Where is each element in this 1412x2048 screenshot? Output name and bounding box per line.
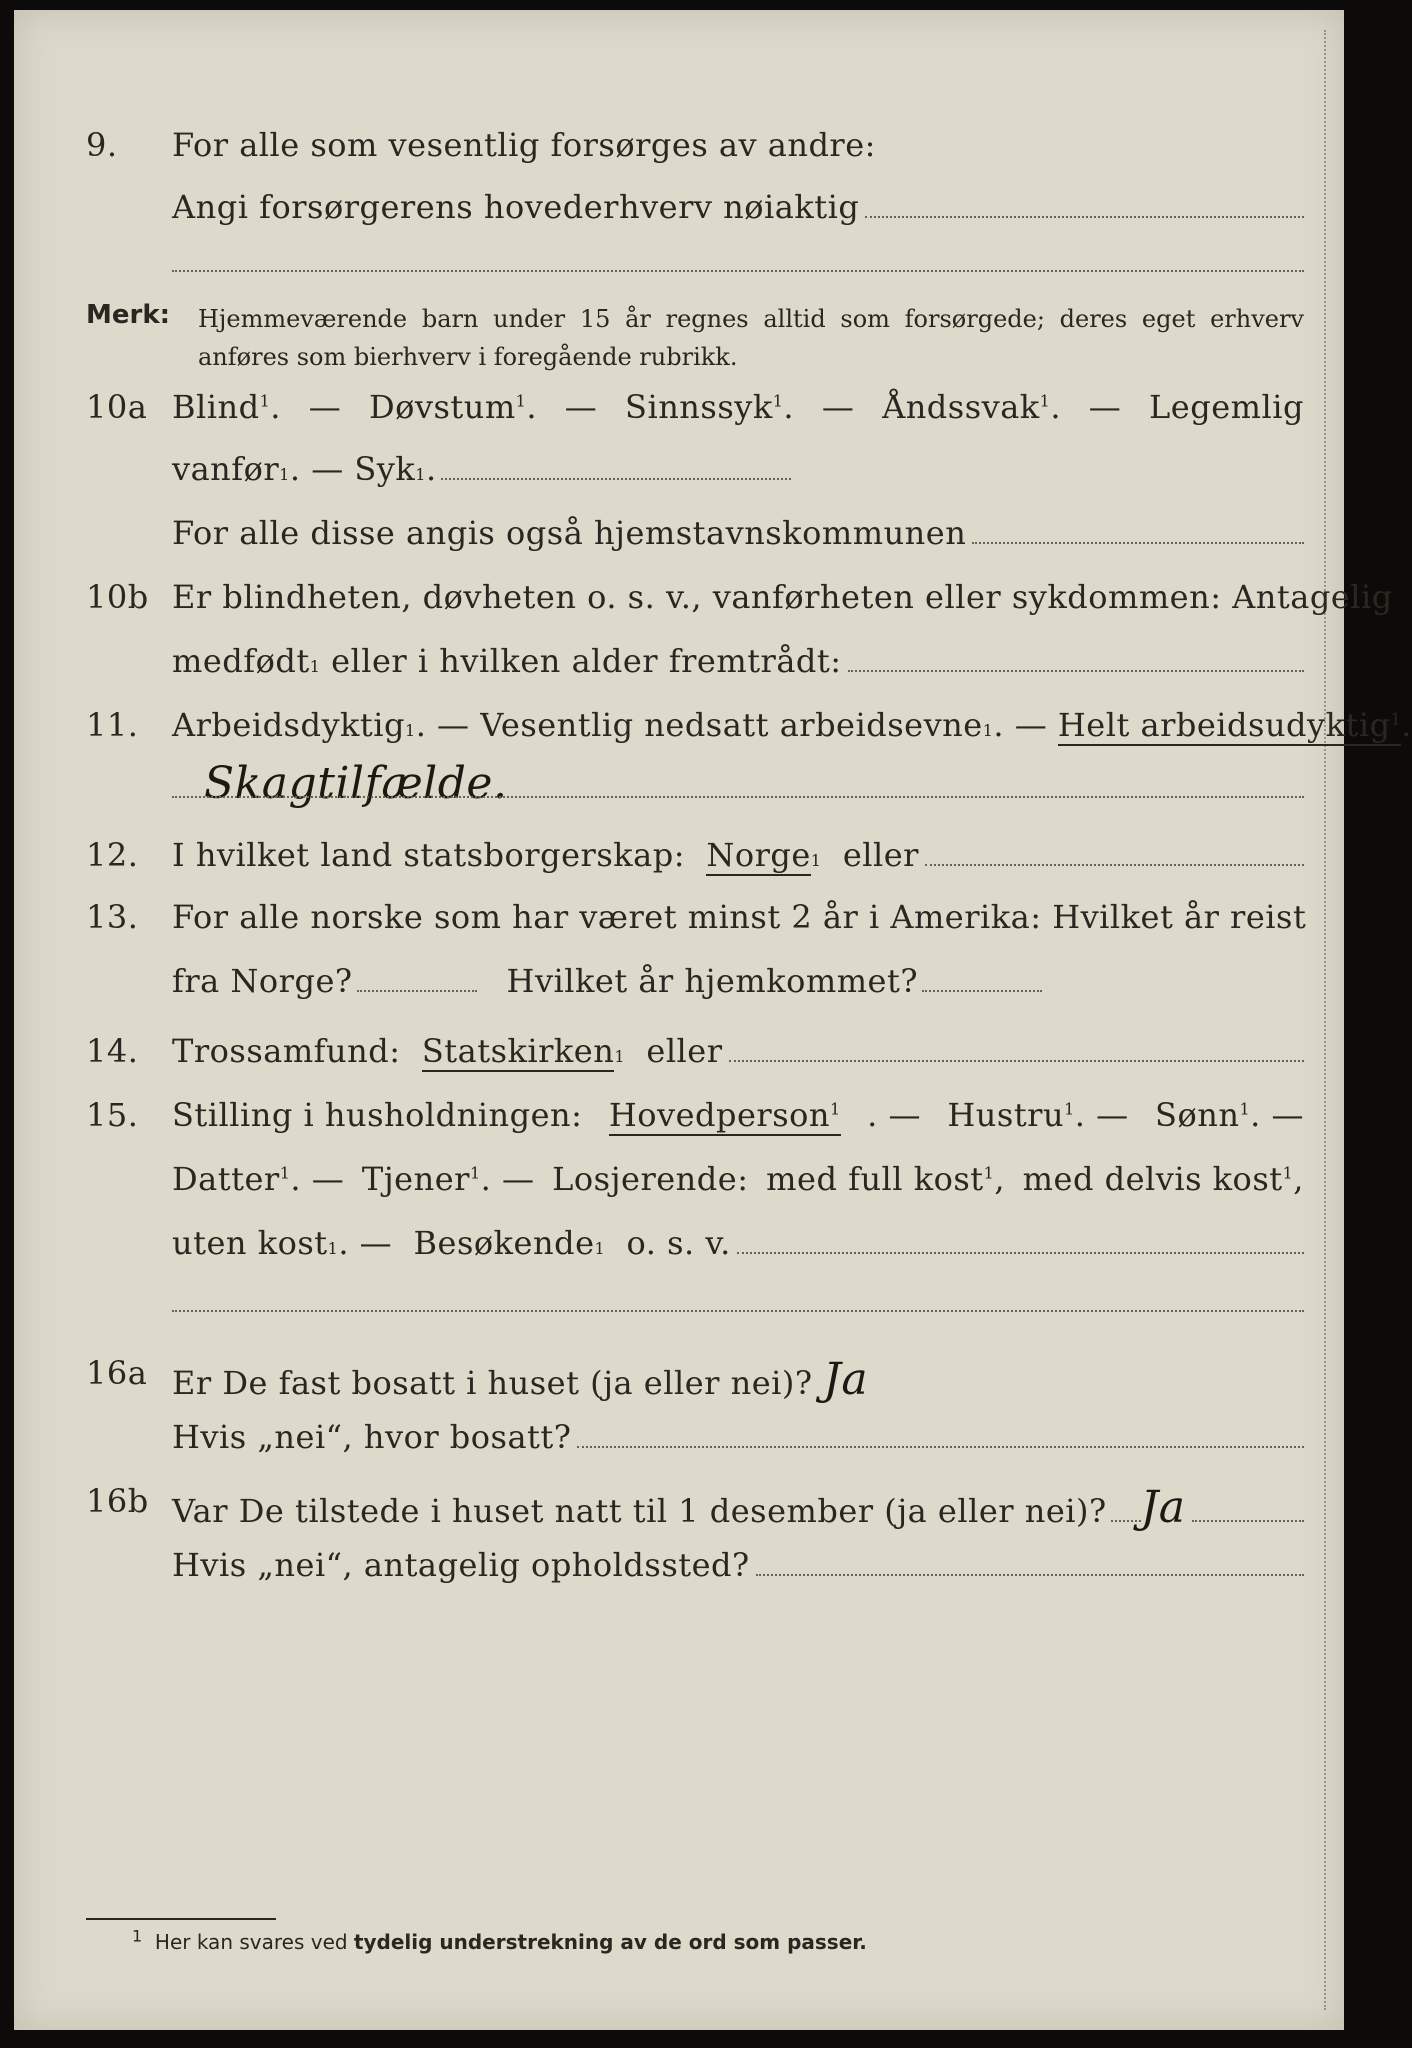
option-helt-arbeidsudyktig-selected[interactable]: Helt arbeidsudyktig$^1$ [1057,706,1402,744]
option-sinnssyk[interactable]: Sinnssyk [625,388,773,426]
question-number: 15. [86,1096,139,1134]
question-16b-line2 [14,1546,1344,1590]
question-number: 12. [86,836,139,874]
question-number: 16a [86,1354,148,1392]
question-10a-line2: vanfør 1 . — Syk 1 . [14,450,1344,494]
question-number: 10b [86,578,149,616]
answer-field-extra[interactable] [172,1310,1304,1312]
question-number: 13. [86,898,139,936]
answer-field[interactable] [441,478,791,480]
question-text: Hvis „nei“, antagelig opholdssted? [172,1546,750,1584]
merk-text: Hjemmeværende barn under 15 år regnes alltid som forsørgede; deres eget erhverv anføres som bierhverv i foregående rubrikk. [198,305,1304,371]
handwritten-answer: Skagtilfælde. [204,758,508,809]
footnote: $^1$ Her kan svares ved tydelig understrekning av de ord som passer. [132,1926,867,1954]
question-text: fra Norge? [172,962,353,1000]
answer-field-reist[interactable] [357,990,477,992]
question-12-row: 12. I hvilket land statsborgerskap: Norge 1 eller [14,836,1344,880]
option-datter[interactable]: Datter [172,1160,280,1198]
question-15-row: 15. Stilling i husholdningen: Hovedperson$^1$ . — Hustru$^1$. — Sønn$^1$. — [86,1096,1304,1134]
option-hustru[interactable]: Hustru [947,1096,1065,1134]
question-text: Angi forsørgerens hovederhverv nøiaktig [172,188,860,226]
question-13-row [14,898,1344,942]
question-text: Er De fast bosatt i huset (ja eller nei)? [172,1364,813,1402]
question-text: Stilling i husholdningen: [172,1096,583,1134]
question-text: For alle disse angis også hjemstavnskommunen [172,514,967,552]
answer-field[interactable] [865,216,1304,218]
handwritten-answer: Ja [1140,1482,1186,1533]
answer-field[interactable] [848,670,1304,672]
option-nedsatt[interactable]: Vesentlig nedsatt arbeidsevne [480,706,983,744]
option-arbeidsdyktig[interactable]: Arbeidsdyktig [172,706,405,744]
answer-field-extra[interactable] [172,270,1304,272]
question-10a-line3 [14,514,1344,558]
option-syk[interactable]: Syk [354,450,416,488]
question-number: 9. [86,126,118,164]
question-text: Var De tilstede i huset natt til 1 desember (ja eller nei)? [172,1492,1107,1530]
question-15-line2: Datter$^1$. — Tjener$^1$. — Losjerende: med full kost$^1$, med delvis kost$^1$, [172,1160,1304,1198]
question-10b-row [14,578,1393,622]
question-16a-row [14,1354,1344,1405]
option-sonn[interactable]: Sønn [1155,1096,1240,1134]
question-14-row: 14. Trossamfund: Statskirken 1 eller [14,1032,1344,1076]
option-uten-kost[interactable]: uten kost [172,1224,328,1262]
option-dovstum[interactable]: Døvstum [368,388,516,426]
question-number: 10a [86,388,148,426]
question-11-row: 11. Arbeidsdyktig 1 . — Vesentlig nedsatt arbeidsevne 1 . — Helt arbeidsudyktig$^1$ . [86,706,1412,744]
option-medfodt[interactable]: medfødt [172,642,310,680]
question-number: 14. [86,1032,139,1070]
question-9-row [14,126,1344,170]
footnote-divider [86,1918,276,1920]
question-10a-row: 10a Blind$^1$. — Døvstum$^1$. — Sinnssyk$^1$. — Åndssvak$^1$. — Legemlig [86,388,1304,426]
question-text: For alle norske som har været minst 2 år i Amerika: Hvilket år reist [172,898,1307,936]
option-tjener[interactable]: Tjener [361,1160,470,1198]
question-text: Er blindheten, døvheten o. s. v., vanførheten eller sykdommen: Antagelig [172,578,1393,616]
answer-field[interactable] [172,796,1304,798]
option-full-kost[interactable]: med full kost [766,1160,984,1198]
option-blind[interactable]: Blind [172,388,260,426]
option-statskirken-selected[interactable]: Statskirken [421,1032,615,1070]
question-text: eller i hvilken alder fremtrådt: [331,642,842,680]
answer-field[interactable] [925,864,1304,866]
question-number: 16b [86,1482,149,1520]
option-hovedperson-selected[interactable]: Hovedperson$^1$ [608,1096,841,1134]
census-form-page [14,10,1412,2030]
handwritten-answer: Ja [823,1354,869,1405]
answer-field[interactable] [737,1252,1304,1254]
question-16a-line2 [14,1418,1344,1462]
answer-field-hjemkommet[interactable] [922,990,1042,992]
question-16b-row [14,1482,1344,1533]
question-10b-line2: medfødt 1 eller i hvilken alder fremtrådt: [14,642,1344,686]
answer-field[interactable] [577,1446,1304,1448]
question-9-line2 [14,188,1344,232]
question-13-line2 [14,962,1344,1006]
answer-field[interactable] [972,542,1304,544]
question-text: I hvilket land statsborgerskap: [172,836,685,874]
question-number: 11. [86,706,139,744]
merk-label: Merk: [86,300,171,330]
question-text: Hvis „nei“, hvor bosatt? [172,1418,572,1456]
option-delvis-kost[interactable]: med delvis kost [1022,1160,1283,1198]
question-text: Hvilket år hjemkommet? [506,962,918,1000]
option-andssvak[interactable]: Åndssvak [882,388,1040,426]
perforation-edge [1324,30,1326,2010]
answer-field[interactable] [756,1574,1304,1576]
question-text: Trossamfund: [172,1032,401,1070]
option-legemlig[interactable]: Legemlig [1149,388,1304,426]
question-text: For alle som vesentlig forsørges av andre: [172,126,876,164]
question-11-answer-row [14,758,1344,814]
answer-field[interactable] [729,1060,1304,1062]
answer-field[interactable] [1192,1520,1304,1522]
option-norge-selected[interactable]: Norge [706,836,811,874]
option-besokende[interactable]: Besøkende [413,1224,595,1262]
question-15-line3: uten kost 1 . — Besøkende 1 o. s. v. [14,1224,1344,1268]
option-vanfor[interactable]: vanfør [172,450,280,488]
